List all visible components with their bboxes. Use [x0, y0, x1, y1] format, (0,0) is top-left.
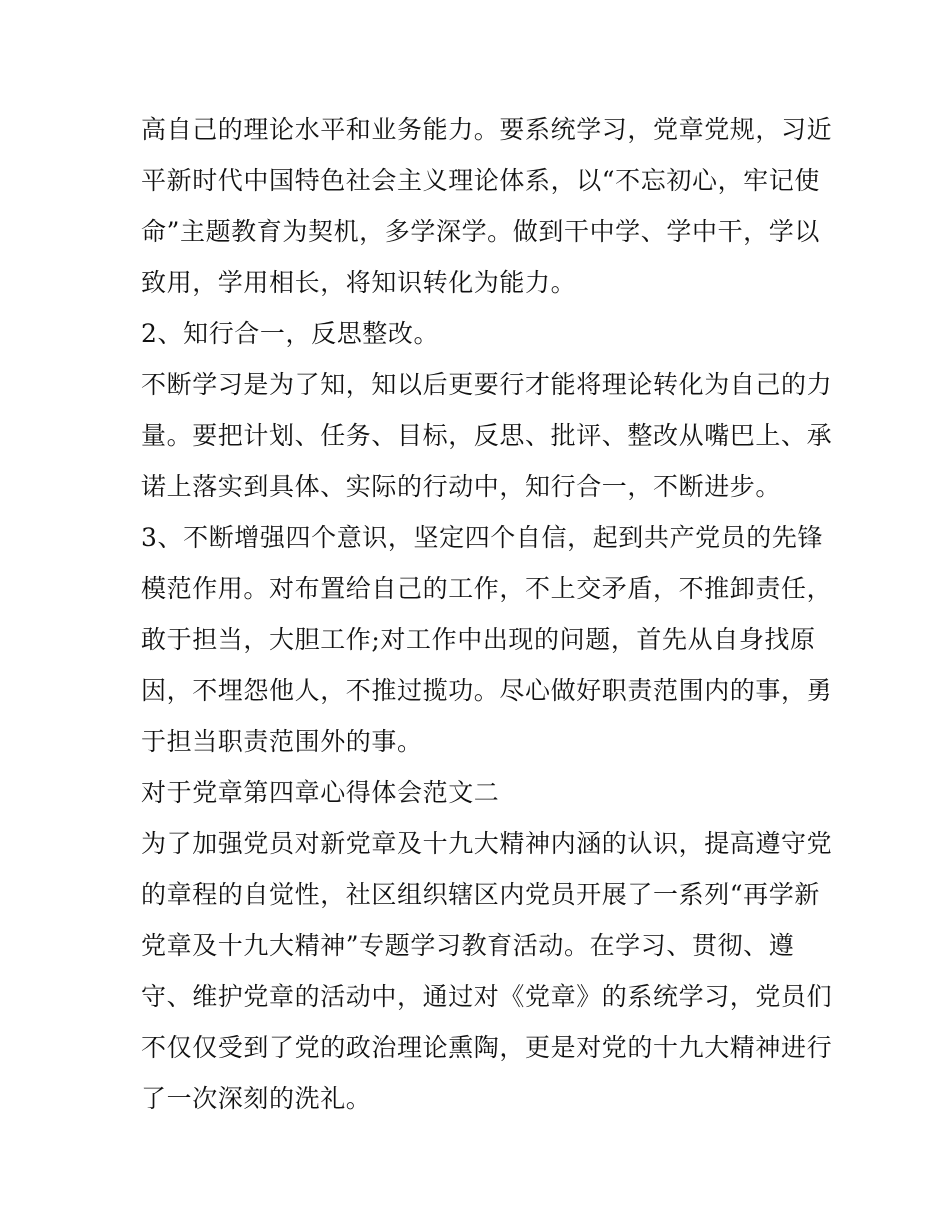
paragraph-line: 命”主题教育为契机，多学深学。做到干中学、学中干，学以: [141, 217, 820, 246]
paragraph-line: 敢于担当，大胆工作;对工作中出现的问题，首先从自身找原: [141, 625, 816, 654]
paragraph-line: 诺上落实到具体、实际的行动中，知行合一，不断进步。: [141, 472, 782, 501]
section-heading: 2、知行合一，反思整改。: [141, 319, 440, 348]
paragraph-line: 了一次深刻的洗礼。: [141, 1084, 372, 1113]
section-heading: 3、不断增强四个意识，坚定四个自信，起到共产党员的先锋: [141, 523, 824, 552]
paragraph-line: 量。要把计划、任务、目标，反思、批评、整改从嘴巴上、承: [141, 421, 833, 450]
paragraph-line: 党章及十九大精神”专题学习教育活动。在学习、贯彻、遵: [141, 931, 795, 960]
paragraph-line: 于担当职责范围外的事。: [141, 727, 423, 756]
paragraph-line: 不仅仅受到了党的政治理论熏陶，更是对党的十九大精神进行: [141, 1033, 833, 1062]
article-title: 对于党章第四章心得体会范文二: [141, 778, 500, 807]
paragraph-line: 因，不埋怨他人，不推过揽功。尽心做好职责范围内的事，勇: [141, 676, 833, 705]
paragraph-line: 高自己的理论水平和业务能力。要系统学习，党章党规，习近: [141, 115, 833, 144]
paragraph-line: 守、维护党章的活动中，通过对《党章》的系统学习，党员们: [141, 982, 833, 1011]
document-body: [141, 104, 833, 1124]
paragraph-line: 平新时代中国特色社会主义理论体系，以“不忘初心，牢记使: [141, 166, 820, 195]
paragraph-line: 致用，学用相长，将知识转化为能力。: [141, 268, 577, 297]
paragraph-line: 不断学习是为了知，知以后更要行才能将理论转化为自己的力: [141, 370, 833, 399]
paragraph-line: 为了加强党员对新党章及十九大精神内涵的认识，提高遵守党: [141, 829, 833, 858]
paragraph-line: 模范作用。对布置给自己的工作，不上交矛盾，不推卸责任，: [141, 574, 833, 603]
paragraph-line: 的章程的自觉性，社区组织辖区内党员开展了一系列“再学新: [141, 880, 820, 909]
